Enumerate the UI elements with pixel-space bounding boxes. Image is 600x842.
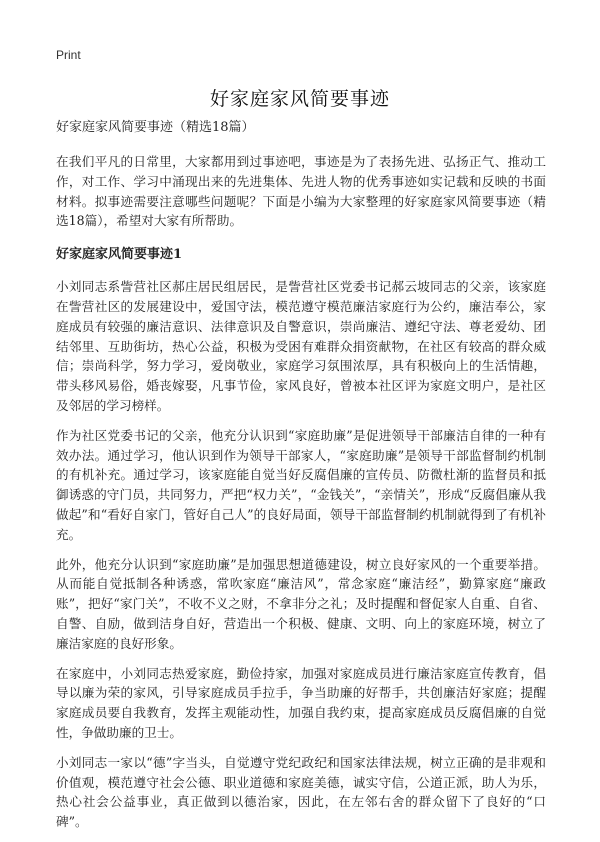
body-paragraph-4: 在家庭中，小刘同志热爱家庭，勤俭持家，加强对家庭成员进行廉洁家庭宣传教育，倡导以廉为荣的家风，引导家庭成员手拉手，争当助廉的好帮手，共创廉洁好家庭；提醒家庭成员要自我教育，发挥主观能动性，加强自我约束，提高家庭成员反腐倡廉的自觉性，争做助廉的卫士。 <box>56 665 546 740</box>
intro-paragraph: 在我们平凡的日常里，大家都用到过事迹吧，事迹是为了表扬先进、弘扬正气、推动工作，对工作、学习中涌现出来的先进集体、先进人物的优秀事迹如实记载和反映的书面材料。拟事迹需要注意哪些问题呢？下面是小编为大家整理的好家庭家风简要事迹（精选18篇），希望对大家有所帮助。 <box>56 154 546 229</box>
article-subtitle: 好家庭家风简要事迹（精选18篇） <box>56 120 255 135</box>
body-paragraph-1: 小刘同志系訾营社区郝庄居民组居民，是訾营社区党委书记郝云坡同志的父亲，该家庭在訾营社区的发展建设中，爱国守法，模范遵守模范廉洁家庭行为公约，廉洁奉公，家庭成员有较强的廉洁意识、法律意识及自警意识，崇尚廉洁、遵纪守法、尊老爱幼、团结邻里、互助街坊，热心公益，积极为受困有难群众捐资献物，在社区有较高的群众威信；崇尚科学，努力学习，爱岗敬业，家庭学习氛围浓厚，具有积极向上的生活情趣，带头移风易俗，婚丧嫁娶，凡事节俭，家风良好，曾被本社区评为家庭文明户，是社区及邻居的学习榜样。 <box>56 279 546 413</box>
section-heading: 好家庭家风简要事迹1 <box>56 247 183 263</box>
print-link[interactable]: Print <box>56 48 81 62</box>
body-paragraph-2: 作为社区党委书记的父亲，他充分认识到“家庭助廉”是促进领导干部廉洁自律的一种有效办法。通过学习，他认识到作为领导干部家人，“家庭助廉”是领导干部监督制约机制的有机补充。通过学习，该家庭能自觉当好反腐倡廉的宣传员、防微杜渐的监督员和抵御诱惑的守门员，共同努力，严把“权力关”，“金钱关”，“亲情关”，形成“反腐倡廉从我做起”和“看好自家门，管好自己人”的良好局面，领导干部监督制约机制就得到了有机补充。 <box>56 427 546 542</box>
body-paragraph-5: 小刘同志一家以“德”字当头，自觉遵守党纪政纪和国家法律法规，树立正确的是非观和价值观，模范遵守社会公德、职业道德和家庭美德，诚实守信，公道正派，助人为乐，热心社会公益事业，真正做到以德治家，因此，在左邻右舍的群众留下了良好的“口碑”。 <box>56 754 546 830</box>
page-title: 好家庭家风简要事迹 <box>209 88 390 110</box>
body-paragraph-3: 此外，他充分认识到“家庭助廉”是加强思想道德建设，树立良好家风的一个重要举措。从而能自觉抵制各种诱惑，常吹家庭“廉洁风”，常念家庭“廉洁经”，勤算家庭“廉政账”，把好“家门关”，不收不义之财，不拿非分之礼；及时提醒和督促家人自重、自省、自警、自励，做到洁身自好，营造出一个积极、健康、文明、向上的家庭环境，树立了廉洁家庭的良好形象。 <box>56 556 546 651</box>
article-body <box>56 118 546 842</box>
